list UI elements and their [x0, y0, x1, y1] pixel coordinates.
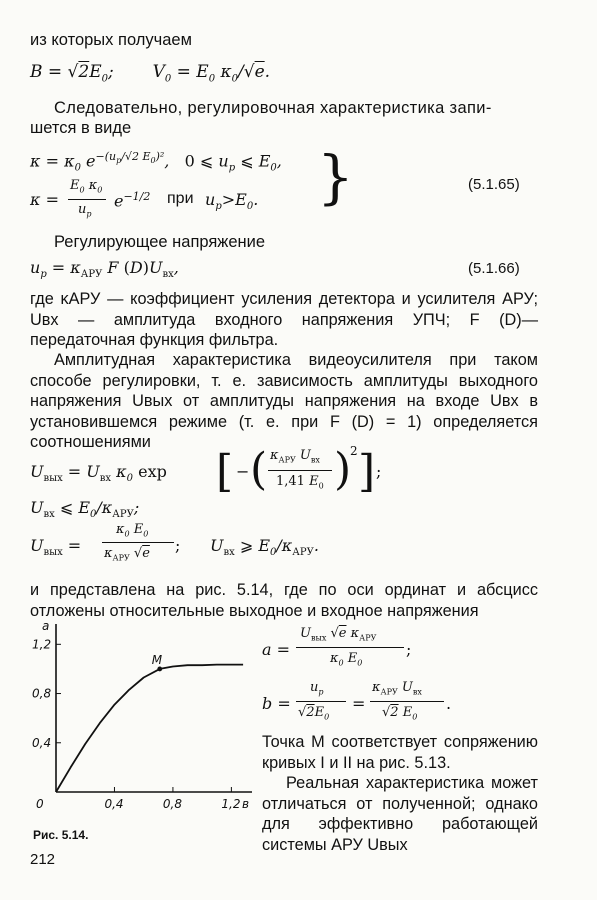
chart-figure-5-14 [30, 620, 254, 820]
equation-kappa-1: $\kappa = \kappa_0$ $e^{-(u_р/√2 E_0)^2}$, 0 ⩽ $u_р$ ⩽ $E_0$, [30, 150, 282, 174]
point-m-marker [157, 667, 162, 672]
y-tick-label: 0,8 [32, 686, 52, 701]
equation-number-5-1-65: (5.1.65) [468, 176, 520, 193]
equation-uvyx-2: $U_{вых}$ = $\kappa_0$ $E_0$ $\kappa_{АРУ}$ √e ; $U_{вх}$ ⩾ $E_0/\kappa_{АРУ}$. [30, 522, 319, 563]
page-number: 212 [30, 851, 56, 868]
x-tick-label: 0 [36, 797, 44, 811]
paragraph-amplitude: Амплитудная характеристика видеоусилителя при таком способе регулировки, т. е. зависимость амплитуды выходного напряжения Uвых от амплитуды напряжения на входе Uвх в установившемся режиме (т. е. при F (D) = 1) определяется соотношениями [30, 351, 538, 451]
intro-line: из которых получаем [30, 31, 192, 49]
x-tick-label: 1,2 [221, 797, 241, 811]
equation-b-v0: $B = √2E_0$; $V_0 = E_0$ $\kappa_0/√e$. [30, 62, 271, 85]
paragraph-point-m: Точка M соответствует сопряжению кривых I и II на рис. 5.13. [262, 733, 538, 772]
x-axis-label: в [242, 797, 250, 811]
y-axis-label: а [42, 620, 50, 633]
equation-a: a = $U_{вых}$ √e $\kappa_{АРУ}$ $\kappa_0$ $E_0$ ; [262, 626, 412, 668]
paragraph-figure-reference: и представлена на рис. 5.14, где по оси ординат и абсцисс отложены относительные выходное и входное напряжения [30, 581, 538, 620]
x-tick-label: 0,8 [162, 797, 183, 811]
x-tick-label: 0,4 [104, 797, 124, 811]
right-brace: } [317, 143, 354, 211]
y-tick-label: 0,4 [32, 735, 52, 750]
point-m-label: M [151, 652, 163, 667]
equation-b: b = $u_р$ $√2E_0$ = $\kappa_{АРУ}$ $U_{вх}$ √2 $E_0$ . [262, 680, 452, 722]
paragraph-regulating-voltage: Регулирующее напряжение [54, 233, 266, 251]
equation-number-5-1-66: (5.1.66) [468, 260, 520, 277]
figure-caption: Рис. 5.14. [33, 828, 89, 842]
equation-up: $u_р = \kappa_{АРУ}$ F $(D)U_{вх}$, [30, 258, 179, 281]
y-tick-label: 1,2 [32, 637, 52, 652]
paragraph-characteristic-2: шется в виде [30, 119, 132, 137]
curve-line [56, 665, 243, 792]
paragraph-characteristic-1: Следовательно, регулировочная характеристика запи- [54, 99, 492, 117]
paragraph-real-characteristic: Реальная характеристика может отличаться от полученной; однако для эффективно работающей системы АРУ Uвых [262, 774, 538, 854]
equation-uvyx-1: $U_{вых} = U_{вх}$ $\kappa_0$ exp [ − ( $\kappa_{АРУ}$ $U_{вх}$ 1,41 $E_0$ ) 2 ] ; [30, 444, 382, 497]
paragraph-where: где κАРУ — коэффициент усиления детектора и усилителя АРУ; Uвх — амплитуда входного напряжения УПЧ; F (D)— передаточная функция фильтра. [30, 290, 538, 349]
equation-uvx-condition: $U_{вх}$ ⩽ $E_0/\kappa_{АРУ}$; [30, 498, 140, 521]
